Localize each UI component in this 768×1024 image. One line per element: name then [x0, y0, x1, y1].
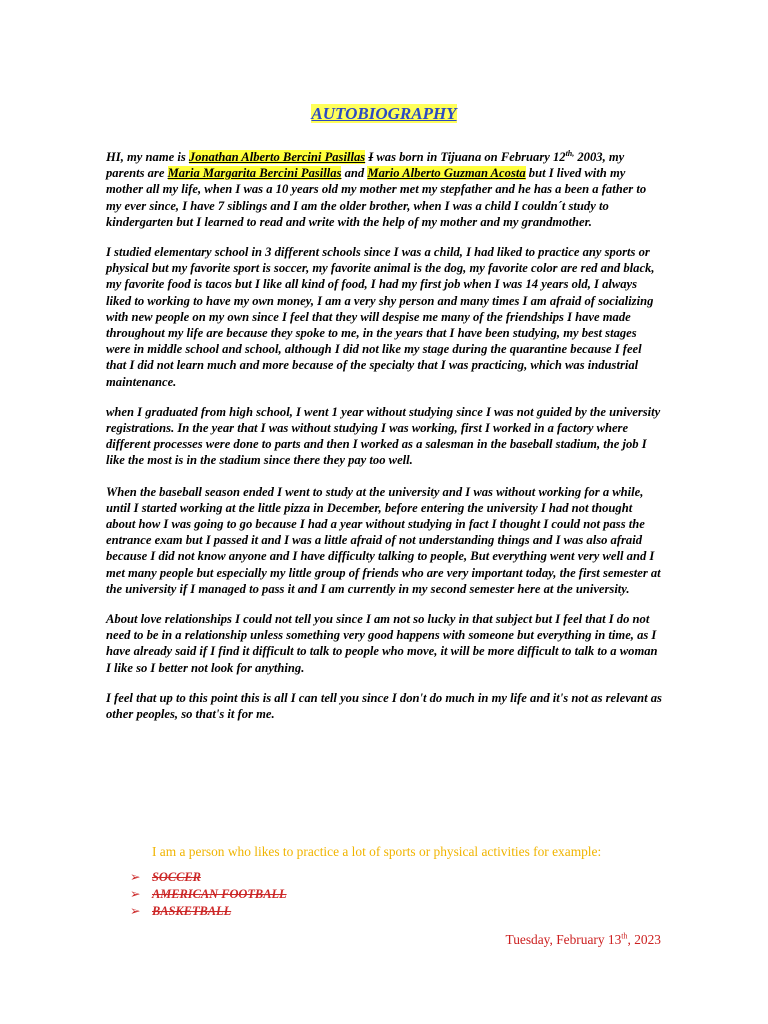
paragraph-school: I studied elementary school in 3 different schools since I was a child, I had liked to practice any sports or physical but my favorite sport is soccer, my favorite animal is the dog, my favorite color are red and black, my favorite food is tacos but I like all kind of food, I had my first job when I was 14 years old, I always liked to working to have my own money, I am a very shy person and many times I am afraid of socializing with new people on my own since I feel that they will despise me many of the friendships I have made throughout my life are because they spoke to me, in the years that I have been studying, my best stages were in middle school and school, although I did not like my stage during the quarantine because I feel that I did not learn much and more because of the specialty that I was practicing, which was industrial maintenance.	[106, 245, 655, 389]
paragraph-highschool: when I graduated from high school, I went 1 year without studying since I was not guided by the university registrations. In the year that I was without studying I was working, first I worked in a factory where different processes were done to parts and then I worked as a salesman in the baseball stadium, the job I like the most is in the stadium since there they pay too well.	[106, 404, 661, 468]
sport-label: SOCCER	[152, 870, 201, 884]
date-suffix: th,	[565, 148, 575, 158]
highlighted-father-name: Mario Alberto Guzman Acosta	[367, 166, 526, 181]
arrow-bullet-icon: ➢	[130, 904, 141, 918]
date-text-a: Tuesday, February 13	[505, 932, 622, 947]
p1-text-c: was born in Tijuana on February 12	[373, 150, 566, 164]
paragraph-university: When the baseball season ended I went to study at the university and I was without working for a while, until I started working at the little pizza in December, before entering the university I had not thought about how I was going to go because I had a year without studying in fact I thought I could not pass the entrance exam but I passed it and I was a little afraid of not understanding things and I was also afraid because I did not know anyone and I have difficulty talking to people, But everything went very well and I met many people but especially my little group of friends who are very important today, the first semester at the university if I managed to pass it and I am currently in my second semester here at the university.	[106, 484, 661, 596]
sports-intro: I am a person who likes to practice a lot of sports or physical activities for example:	[152, 844, 602, 859]
paragraph-relationships: About love relationships I could not tell you since I am not so lucky in that subject but I feel that I do not need to be in a relationship unless something very good happens with someone but everything in time, as I have already said if I find it difficult to talk to people who move, it will be more difficult to talk to a woman I like so I better not look for anything.	[106, 612, 658, 675]
arrow-bullet-icon: ➢	[130, 887, 141, 901]
list-item	[130, 903, 287, 920]
sport-label: BASKETBALL	[152, 904, 232, 918]
p1-text-a: HI, my name is	[106, 150, 189, 164]
date-sup: th	[621, 931, 628, 941]
sports-list	[130, 869, 287, 920]
p1-text-e: and	[341, 166, 368, 181]
paragraph-closing: I feel that up to this point this is all I can tell you since I don't do much in my life and it's not as relevant as other peoples, so that's it for me.	[106, 690, 662, 722]
document-date	[505, 932, 661, 948]
list-item	[130, 886, 287, 903]
title-block	[0, 104, 768, 124]
paragraph-intro	[106, 149, 662, 230]
sport-label: AMERICAN FOOTBALL	[152, 887, 287, 901]
highlighted-name: Jonathan Alberto Bercini Pasillas	[188, 150, 366, 164]
p1-text-d: 2003, my parents are	[106, 150, 625, 181]
date-text-b: , 2023	[627, 932, 661, 947]
page-title: AUTOBIOGRAPHY	[311, 104, 457, 123]
arrow-bullet-icon: ➢	[130, 870, 141, 884]
p1-text-f: but I lived with my mother all my life, when I was a 10 years old my mother met my stepfather and he has a been a father to my ever since, I have 7 siblings and I am the older brother, when I was a child I couldn´t study to kindergarten but I learned to read and write with the help of my mother and my grandmother.	[106, 166, 647, 229]
list-item	[130, 869, 287, 886]
struck-word: I	[368, 150, 374, 164]
highlighted-mother-name: Maria Margarita Bercini Pasillas	[167, 166, 342, 181]
body-text	[106, 149, 662, 736]
